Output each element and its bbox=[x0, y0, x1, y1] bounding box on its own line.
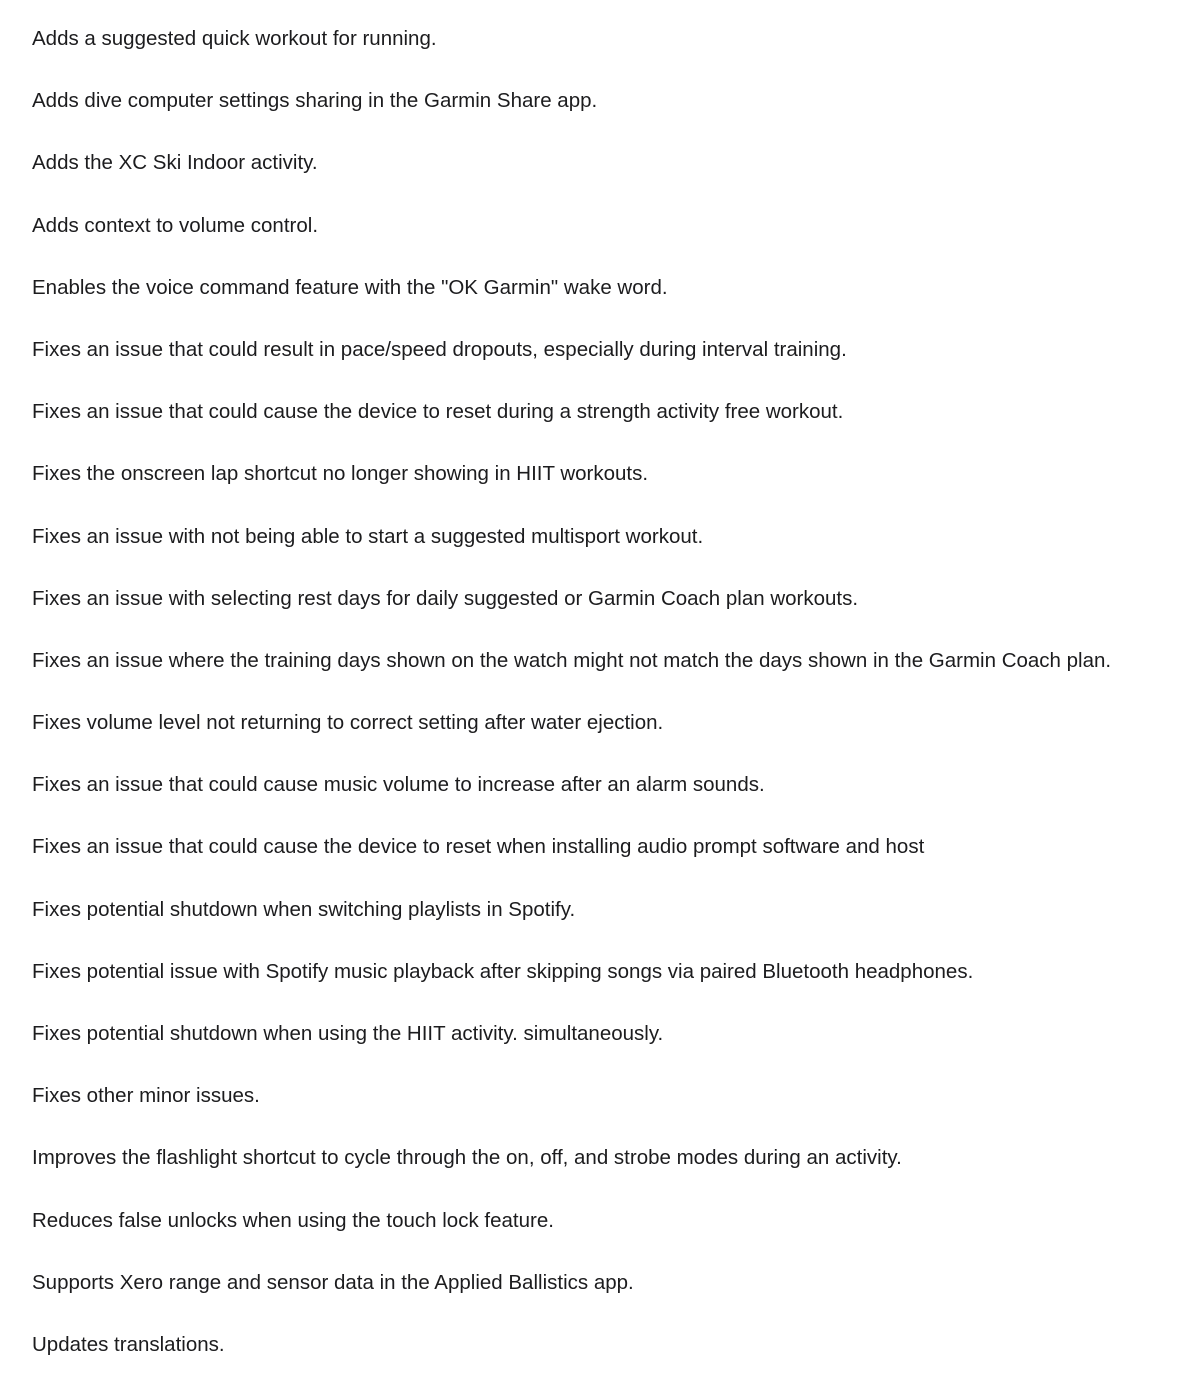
release-note-item: Adds context to volume control. bbox=[32, 213, 319, 237]
release-note-item: Fixes volume level not returning to correct setting after water ejection. bbox=[32, 711, 664, 735]
release-note-item: Fixes an issue that could result in pace/speed dropouts, especially during interval training. bbox=[32, 337, 847, 361]
release-note-item: Fixes an issue that could cause music volume to increase after an alarm sounds. bbox=[32, 773, 765, 797]
release-note-item: Adds dive computer settings sharing in the Garmin Share app. bbox=[32, 89, 598, 113]
release-note-item: Improves the flashlight shortcut to cycle through the on, off, and strobe modes during an activity. bbox=[32, 1146, 902, 1170]
release-note-item: Supports Xero range and sensor data in the Applied Ballistics app. bbox=[32, 1270, 634, 1294]
release-note-item: Fixes an issue that could cause the device to reset when installing audio prompt software and host bbox=[32, 835, 925, 859]
release-note-item: Fixes an issue where the training days shown on the watch might not match the days shown in the Garmin Coach plan. bbox=[32, 648, 1112, 672]
release-note-item: Reduces false unlocks when using the touch lock feature. bbox=[32, 1208, 554, 1232]
release-note-item: Updates translations. bbox=[32, 1332, 225, 1356]
release-note-item: Fixes potential issue with Spotify music playback after skipping songs via paired Bluetooth headphones. bbox=[32, 959, 974, 983]
release-note-item: Fixes potential shutdown when using the HIIT activity. simultaneously. bbox=[32, 1022, 664, 1045]
release-note-item: Fixes an issue that could cause the device to reset during a strength activity free workout. bbox=[32, 400, 844, 424]
release-note-item: Fixes the onscreen lap shortcut no longer showing in HIIT workouts. bbox=[32, 462, 649, 486]
release-note-item: Enables the voice command feature with the "OK Garmin" wake word. bbox=[32, 275, 668, 299]
release-note-item: Fixes other minor issues. bbox=[32, 1084, 260, 1108]
release-note-item: Fixes an issue with not being able to start a suggested multisport workout. bbox=[32, 524, 704, 548]
release-notes-list bbox=[32, 23, 1200, 1391]
release-note-item: Fixes potential shutdown when switching playlists in Spotify. bbox=[32, 897, 576, 921]
release-note-item: Fixes an issue with selecting rest days for daily suggested or Garmin Coach plan workouts. bbox=[32, 586, 859, 610]
release-note-item: Adds a suggested quick workout for running. bbox=[32, 27, 437, 50]
release-note-item: Adds the XC Ski Indoor activity. bbox=[32, 151, 318, 175]
